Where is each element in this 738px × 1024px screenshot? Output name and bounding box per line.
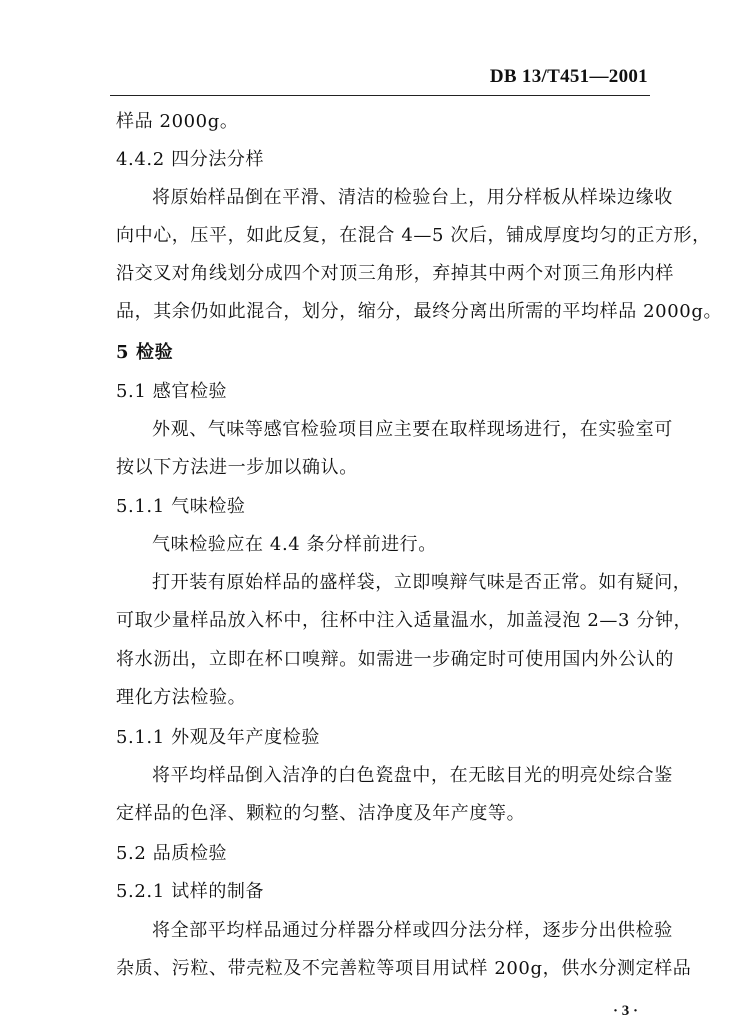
text-line: 沿交叉对角线划分成四个对顶三角形，弃掉其中两个对顶三角形内样 xyxy=(116,263,674,284)
text-line: 将平均样品倒入洁净的白色瓷盘中，在无眩目光的明亮处综合鉴 xyxy=(152,765,673,786)
section-heading-5: 5 检验 xyxy=(116,342,174,363)
text-line: 打开装有原始样品的盛样袋，立即嗅辩气味是否正常。如有疑问， xyxy=(152,572,692,593)
text-line: 外观、气味等感官检验项目应主要在取样现场进行，在实验室可 xyxy=(152,419,673,440)
text-line: 理化方法检验。 xyxy=(116,687,247,708)
text-line: 杂质、污粒、带壳粒及不完善粒等项目用试样 200g，供水分测定样品 xyxy=(116,958,692,979)
section-heading-5-1-1: 5.1.1 气味检验 xyxy=(116,496,246,517)
section-heading-5-1-1-appearance: 5.1.1 外观及年产度检验 xyxy=(116,727,320,748)
text-line: 品，其余仍如此混合，划分，缩分，最终分离出所需的平均样品 2000g。 xyxy=(116,301,723,322)
text-line: 将原始样品倒在平滑、清洁的检验台上，用分样板从样垛边缘收 xyxy=(152,187,673,208)
text-line: 定样品的色泽、颗粒的匀整、洁净度及年产度等。 xyxy=(116,803,526,824)
section-heading-4-4-2: 4.4.2 四分法分样 xyxy=(116,149,265,170)
section-heading-5-1: 5.1 感官检验 xyxy=(116,381,228,402)
text-line: 向中心，压平，如此反复，在混合 4—5 次后，铺成厚度均匀的正方形， xyxy=(116,225,711,246)
text-line: 可取少量样品放入杯中，往杯中注入适量温水，加盖浸泡 2—3 分钟， xyxy=(116,610,693,631)
text-line: 气味检验应在 4.4 条分样前进行。 xyxy=(152,534,437,555)
section-heading-5-2-1: 5.2.1 试样的制备 xyxy=(116,881,265,902)
text-line: 将全部平均样品通过分样器分样或四分法分样，逐步分出供检验 xyxy=(152,920,673,941)
header-rule xyxy=(110,95,650,96)
text-line: 按以下方法进一步加以确认。 xyxy=(116,457,358,478)
header-standard-code: DB 13/T451—2001 xyxy=(489,66,648,87)
section-heading-5-2: 5.2 品质检验 xyxy=(116,843,228,864)
text-line: 样品 2000g。 xyxy=(116,111,239,132)
page-number: · 3 · xyxy=(612,1003,638,1019)
text-line: 将水沥出，立即在杯口嗅辩。如需进一步确定时可使用国内外公认的 xyxy=(116,649,674,670)
